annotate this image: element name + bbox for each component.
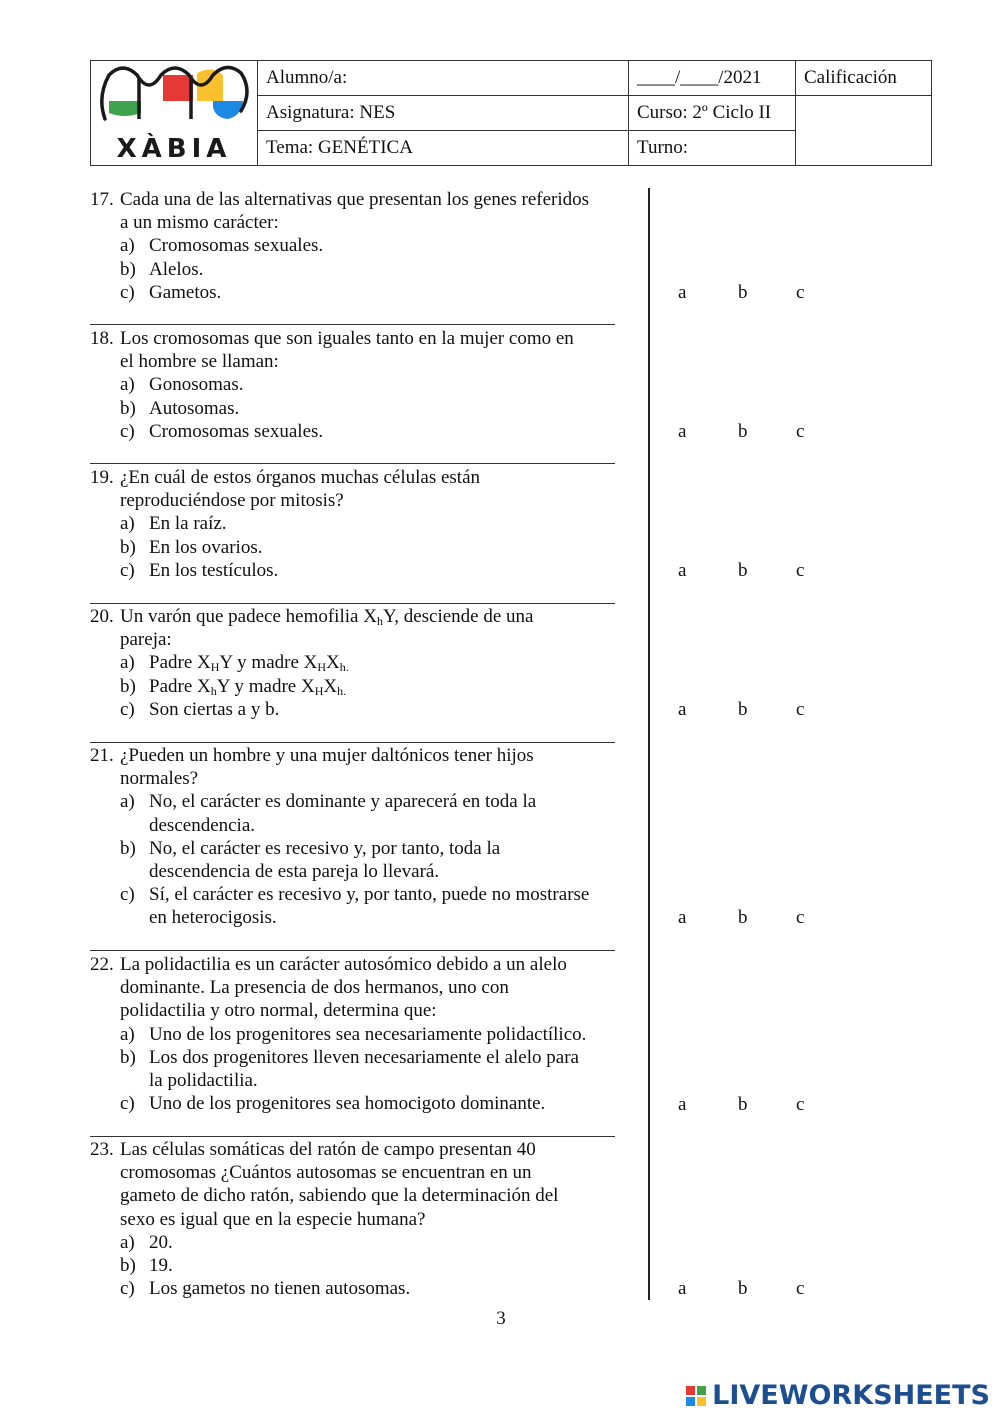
option-letter: b) [120,1046,136,1068]
question-23 [90,1138,650,1300]
option-letter: a) [120,1023,135,1045]
question-number: 19. [90,467,114,488]
option-letter: a) [120,235,135,257]
question-stem: ¿En cuál de estos órganos muchas células están [120,467,481,488]
question-stem: La polidactilia es un carácter autosómico debido a un alelo [120,954,567,975]
logo-text: XÀBIA [116,134,232,164]
liveworksheets-logo-icon [686,1386,706,1406]
answer-a[interactable]: a [678,421,687,442]
question-number: 20. [90,606,114,627]
option-letter: c) [120,1278,135,1300]
question-number: 17. [90,189,114,210]
question-stem: cromosomas ¿Cuántos autosomas se encuentran en un [120,1162,532,1184]
option-letter: b) [120,837,136,859]
option-text: En la raíz. [149,513,227,535]
answer-b[interactable]: b [738,421,748,442]
question-stem: dominante. La presencia de dos hermanos, uno con [120,977,509,999]
answer-a[interactable]: a [678,1094,687,1115]
option-text: Autosomas. [149,397,240,419]
question-separator [90,603,615,604]
option-letter: b) [120,1255,136,1277]
answer-c[interactable]: c [796,699,805,720]
question-stem: el hombre se llaman: [120,351,279,373]
question-separator [90,324,615,325]
question-stem: Cada una de las alternativas que presentan los genes referidos [120,189,590,210]
xabia-logo-icon [91,61,257,141]
question-number: 18. [90,328,114,349]
answer-c[interactable]: c [796,1278,805,1299]
option-letter: b) [120,675,136,697]
answer-b[interactable]: b [738,907,748,928]
option-text: la polidactilia. [149,1070,258,1092]
option-letter: a) [120,652,135,674]
option-letter: c) [120,884,135,906]
student-field[interactable]: Alumno/a: [258,61,629,96]
answer-b[interactable]: b [738,560,748,581]
question-number: 21. [90,745,114,766]
option-text: Cromosomas sexuales. [149,235,324,257]
question-separator [90,950,615,951]
question-stem: reproduciéndose por mitosis? [120,490,344,512]
answer-a[interactable]: a [678,907,687,928]
option-letter: b) [120,258,136,280]
date-field[interactable]: ____/____/2021 [629,61,796,96]
option-text: En los testículos. [149,559,279,581]
answer-a[interactable]: a [678,560,687,581]
question-19 [90,466,650,582]
option-letter: a) [120,1231,135,1253]
grade-box [796,96,932,166]
option-text: en heterocigosis. [149,907,277,929]
brand-text: LIVEWORKSHEETS [712,1380,990,1411]
option-text: Gonosomas. [149,374,244,396]
option-text: Gametos. [149,281,222,303]
answer-b[interactable]: b [738,1278,748,1299]
option-letter: c) [120,698,135,720]
answer-c[interactable]: c [796,421,805,442]
option-text: Uno de los progenitores sea homocigoto dominante. [149,1093,546,1115]
option-letter: c) [120,559,135,581]
option-letter: c) [120,420,135,442]
option-text: Sí, el carácter es recesivo y, por tanto, puede no mostrarse [149,884,590,906]
option-text: No, el carácter es recesivo y, por tanto, toda la [149,837,501,859]
grade-label: Calificación [796,61,932,96]
question-stem: Un varón que padece hemofilia $X_hY$, desciende de una [120,606,534,628]
option-letter: c) [120,281,135,303]
option-letter: b) [120,536,136,558]
course-label: Curso: 2º Ciclo II [629,96,796,131]
question-21 [90,744,650,930]
answer-a[interactable]: a [678,282,687,303]
question-stem: a un mismo carácter: [120,212,279,234]
answer-b[interactable]: b [738,699,748,720]
header-table [90,60,932,166]
page-number: 3 [496,1308,506,1329]
option-text: 20. [149,1231,173,1253]
question-22 [90,953,650,1115]
question-number: 22. [90,954,114,975]
answer-c[interactable]: c [796,1094,805,1115]
question-stem: Las células somáticas del ratón de campo presentan 40 [120,1139,536,1160]
option-letter: c) [120,1093,135,1115]
question-separator [90,463,615,464]
question-stem: ¿Pueden un hombre y una mujer daltónicos tener hijos [120,745,534,766]
option-text: Cromosomas sexuales. [149,420,324,442]
option-text: Padre $X_HY$ y madre $X_HX_{h.}$ [149,652,349,675]
question-stem: sexo es igual que en la especie humana? [120,1208,426,1230]
question-stem: gameto de dicho ratón, sabiendo que la determinación del [120,1185,559,1207]
question-17 [90,188,650,304]
question-stem: polidactilia y otro normal, determina que: [120,1000,437,1022]
question-stem: pareja: [120,629,172,651]
option-letter: b) [120,397,136,419]
option-text: descendencia de esta pareja lo llevará. [149,861,440,883]
answer-c[interactable]: c [796,907,805,928]
answer-c[interactable]: c [796,282,805,303]
answer-b[interactable]: b [738,1094,748,1115]
answer-c[interactable]: c [796,560,805,581]
option-text: Uno de los progenitores sea necesariamente polidactílico. [149,1023,587,1045]
question-separator [90,1136,615,1137]
question-separator [90,742,615,743]
option-text: Alelos. [149,258,204,280]
option-text: 19. [149,1255,173,1277]
question-number: 23. [90,1139,114,1160]
shift-field[interactable]: Turno: [629,131,796,166]
question-18 [90,327,650,443]
option-text: Los dos progenitores lleven necesariamente el alelo para [149,1046,579,1068]
option-letter: a) [120,513,135,535]
answer-a[interactable]: a [678,699,687,720]
answer-b[interactable]: b [738,282,748,303]
option-letter: a) [120,791,135,813]
option-text: Los gametos no tienen autosomas. [149,1278,411,1300]
option-text: descendencia. [149,814,256,836]
logo [91,61,258,166]
question-stem: normales? [120,768,199,790]
question-stem: Los cromosomas que son iguales tanto en la mujer como en [120,328,574,349]
option-letter: a) [120,374,135,396]
option-text: Padre $X_hY$ y madre $X_HX_{h.}$ [149,675,347,698]
option-text: En los ovarios. [149,536,263,558]
option-text: Son ciertas a y b. [149,698,280,720]
answer-a[interactable]: a [678,1278,687,1299]
topic-label: Tema: GENÉTICA [258,131,629,166]
option-text: No, el carácter es dominante y aparecerá en toda la [149,791,537,813]
subject-label: Asignatura: NES [258,96,629,131]
liveworksheets-brand [686,1380,990,1411]
question-20 [90,605,650,721]
